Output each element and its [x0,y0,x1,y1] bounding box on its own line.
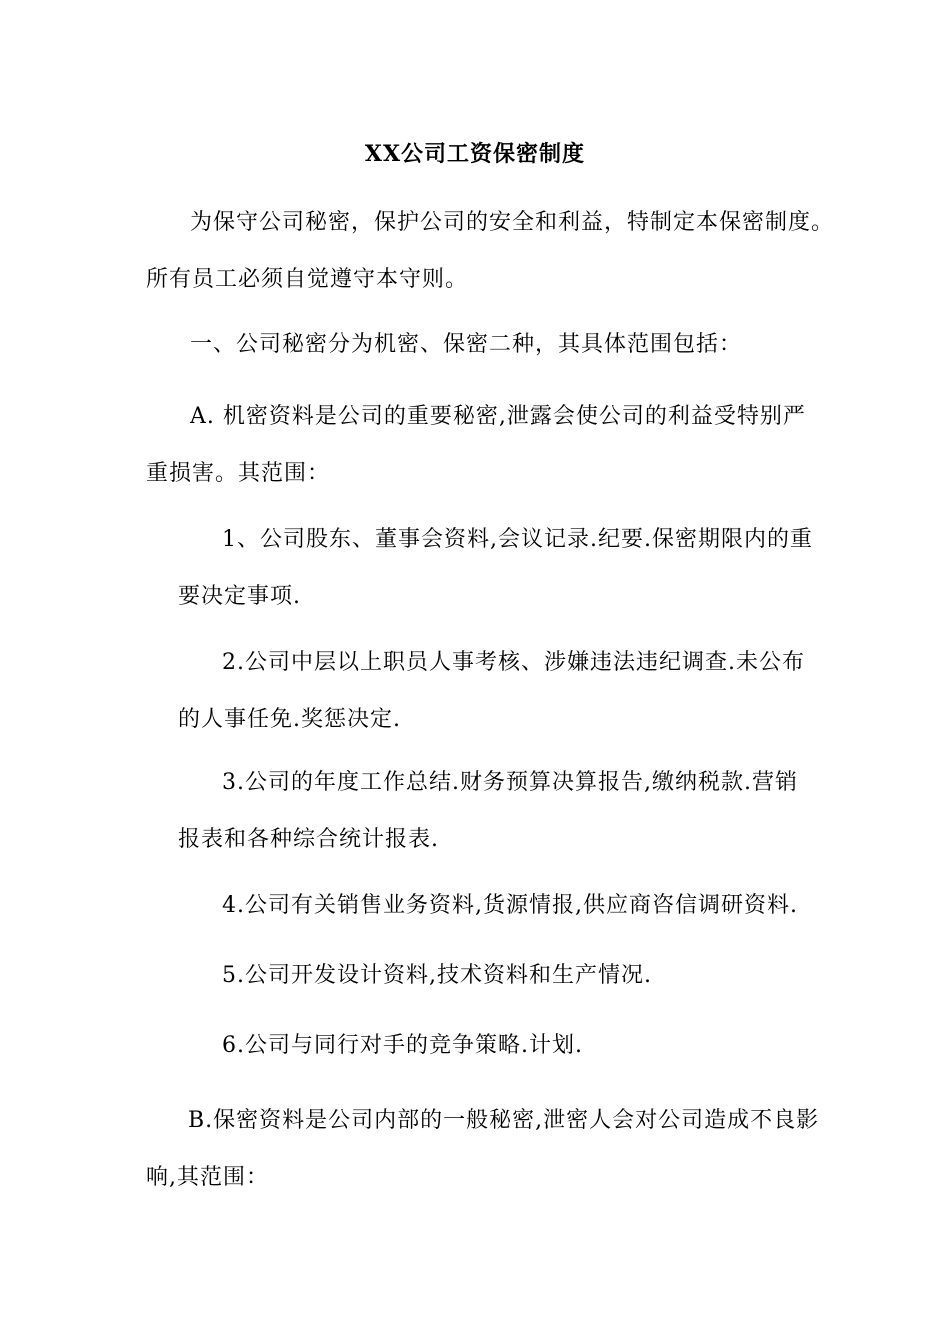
list-item [178,511,813,625]
item-5: 5.公司开发设计资料,技术资料和生产情况. [222,963,652,988]
page-bottom-margin [0,1200,950,1344]
document-title: XX公司工资保密制度 [364,141,586,167]
item-6: 6.公司与同行对手的竞争策略.计划. [222,1033,583,1058]
item-4: 4.公司有关销售业务资料,货源情报,供应商咨信调研资料. [222,893,798,918]
intro-paragraph [146,194,834,308]
list-item [178,754,798,868]
list-item [178,634,805,748]
section-b-paragraph [146,1092,819,1206]
intro-line-2: 所有员工必须自觉遵守本守则。 [146,267,469,292]
section-a-line-1: A. 机密资料是公司的重要秘密,泄露会使公司的利益受特别严 [190,404,806,429]
item-2-line-1: 2.公司中层以上职员人事考核、涉嫌违法违纪调查.未公布 [222,650,805,675]
item-2-line-2: 的人事任免.奖惩决定. [178,707,401,732]
section-b-line-2: 响,其范围： [146,1165,269,1190]
section-a-paragraph [146,388,806,502]
item-3-line-2: 报表和各种综合统计报表. [178,827,439,852]
item-1-line-1: 1、公司股东、董事会资料,会议记录.纪要.保密期限内的重 [222,527,813,552]
section-1-heading: 一、公司秘密分为机密、保密二种，其具体范围包括： [190,332,743,357]
section-b-line-1: B.保密资料是公司内部的一般秘密,泄密人会对公司造成不良影 [188,1108,820,1133]
item-1-line-2: 要决定事项. [178,584,301,609]
intro-line-1: 为保守公司秘密，保护公司的安全和利益，特制定本保密制度。 [190,210,835,235]
item-3-line-1: 3.公司的年度工作总结.财务预算决算报告,缴纳税款.营销 [222,770,798,795]
section-a-line-2: 重损害。其范围： [146,461,331,486]
